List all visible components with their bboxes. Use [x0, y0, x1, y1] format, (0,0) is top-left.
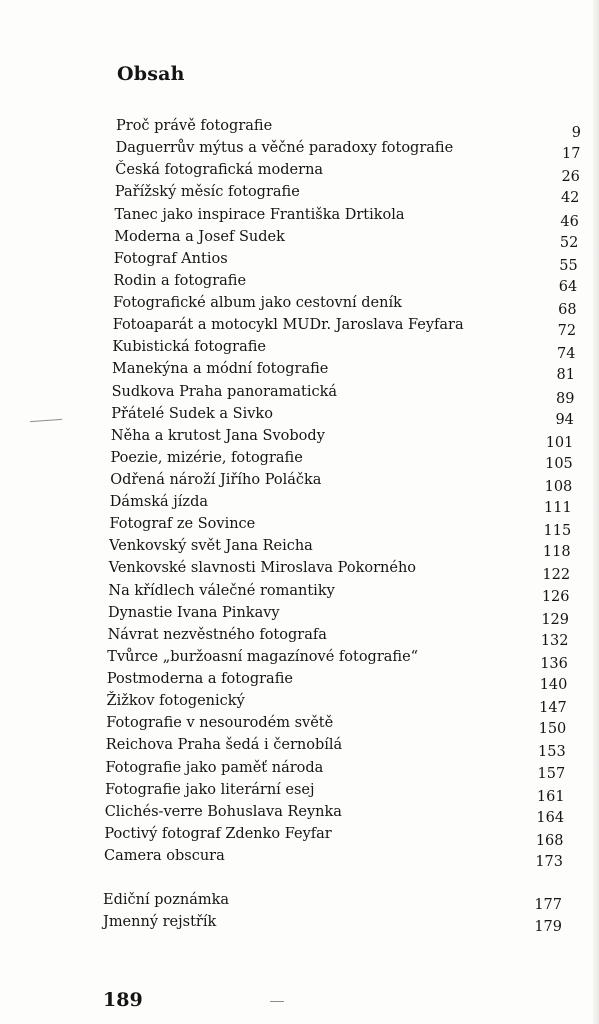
- toc-entry-page: 157: [537, 765, 566, 782]
- toc-entry-page: 161: [536, 788, 565, 805]
- toc-entry-title: Žižkov fotogenický: [106, 693, 245, 710]
- toc-entry: [0, 227, 599, 251]
- toc-entry-page: 89: [556, 390, 575, 407]
- toc-entry-title: Fotoaparát a motocykl MUDr. Jaroslava Feyfara: [112, 317, 464, 334]
- toc-entry: [0, 647, 599, 672]
- toc-entry: [0, 359, 599, 384]
- toc-entry-title: Fotografické album jako cestovní deník: [113, 295, 402, 311]
- toc-entry: [0, 293, 599, 318]
- toc-entry-title: Na křídlech válečné romantiky: [108, 582, 335, 599]
- toc-entry-title: Dámská jízda: [109, 494, 208, 511]
- toc-entry-title: Reichova Praha šedá i černobílá: [105, 737, 343, 754]
- toc-entry-title: Kubistická fotografie: [112, 339, 266, 356]
- toc-entry: [0, 382, 599, 407]
- toc-entry-title: Moderna a Josef Sudek: [114, 228, 285, 245]
- toc-entry-page: 94: [555, 411, 574, 428]
- toc-entry: [0, 160, 599, 186]
- toc-entry-page: 136: [540, 655, 568, 672]
- toc-entry-page: 101: [545, 434, 574, 451]
- toc-entry: [0, 404, 599, 428]
- toc-entry-page: 168: [535, 832, 564, 849]
- toc-entry-title: Sudkova Praha panoramatická: [111, 383, 338, 400]
- toc-entry: [0, 271, 599, 295]
- toc-entry-title: Fotograf ze Sovince: [109, 516, 256, 533]
- toc-entry-title: Fotografie v nesourodém světě: [106, 715, 334, 732]
- toc-entry-page: 105: [545, 455, 573, 472]
- toc-entry: [0, 625, 599, 649]
- toc-entry: [0, 492, 599, 517]
- toc-entry: [0, 603, 599, 628]
- toc-entry-title: Daguerrův mýtus a věčné paradoxy fotografie: [115, 140, 454, 157]
- toc-entry-page: 122: [542, 567, 571, 584]
- toc-entry-title: Postmoderna a fotografie: [106, 671, 293, 687]
- toc-entry: [0, 890, 599, 913]
- toc-entry-page: 68: [558, 302, 577, 318]
- toc-entry: [0, 337, 599, 363]
- toc-entry-title: Fotograf Antios: [113, 250, 228, 267]
- toc-entry-page: 74: [557, 346, 576, 363]
- toc-entry-page: 9: [571, 125, 581, 141]
- toc-entry-page: 108: [544, 478, 573, 495]
- toc-entry-page: 126: [541, 588, 570, 605]
- toc-entry-page: 140: [539, 677, 568, 693]
- toc-entry: [0, 669, 599, 693]
- toc-entry: [0, 912, 599, 935]
- toc-entry: [0, 536, 599, 561]
- toc-entry-title: Rodin a fotografie: [113, 272, 247, 289]
- toc-entry-title: Něha a krutost Jana Svobody: [110, 427, 325, 444]
- toc-entry-title: Fotografie jako paměť národa: [105, 759, 324, 776]
- toc-entry: [0, 249, 599, 274]
- toc-entry: [0, 558, 599, 584]
- toc-entry-page: 17: [562, 146, 581, 163]
- toc-entry-page: 26: [561, 169, 580, 186]
- toc-entry: [0, 116, 599, 141]
- toc-entry-title: Česká fotografická moderna: [115, 162, 324, 179]
- toc-entry-page: 177: [534, 897, 562, 913]
- toc-entry-title: Venkovský svět Jana Reicha: [109, 538, 313, 555]
- toc-entry: [0, 448, 599, 472]
- toc-entry-page: 118: [542, 544, 571, 561]
- toc-entry: [0, 315, 599, 340]
- toc-entry: [0, 514, 599, 540]
- stray-mark: [270, 1001, 284, 1002]
- toc-entry-title: Dynastie Ivana Pinkavy: [108, 604, 280, 621]
- page-number: 189: [103, 989, 143, 1011]
- toc-entry: [0, 581, 599, 605]
- toc-entry-page: 81: [556, 367, 575, 384]
- toc-entry: [0, 780, 599, 805]
- toc-entry-title: Pařížský měsíc fotografie: [114, 184, 300, 201]
- toc-entry-page: 46: [560, 213, 579, 230]
- toc-entry-page: 72: [557, 323, 577, 340]
- toc-entry-title: Venkovské slavnosti Miroslava Pokorného: [108, 560, 417, 577]
- toc-entry-title: Jmenný rejstřík: [103, 914, 217, 930]
- toc-entry-title: Poezie, mizérie, fotografie: [110, 449, 303, 466]
- toc-entry: [0, 824, 599, 849]
- toc-heading: Obsah: [117, 63, 185, 85]
- toc-entry: [0, 691, 599, 717]
- toc-entry-page: 153: [538, 744, 566, 761]
- toc-entry-title: Ediční poznámka: [103, 892, 230, 908]
- toc-entry-title: Odřená nároží Jiřího Poláčka: [110, 471, 322, 488]
- toc-entry-page: 129: [541, 611, 569, 628]
- toc-entry: [0, 735, 599, 761]
- toc-entry-title: Camera obscura: [104, 848, 225, 864]
- toc-entry-page: 147: [539, 700, 567, 717]
- toc-entry-title: Fotografie jako literární esej: [105, 781, 315, 798]
- toc-entry: [0, 205, 599, 230]
- toc-entry-page: 52: [559, 234, 579, 251]
- toc-entry-page: 173: [535, 854, 563, 870]
- toc-entry-title: Clichés-verre Bohuslava Reynka: [104, 803, 342, 820]
- toc-entry-page: 111: [544, 500, 572, 517]
- toc-entry-title: Tvůrce „buržoasní magazínové fotografie“: [107, 648, 419, 665]
- toc-entry-page: 150: [538, 721, 567, 738]
- toc-entry-title: Proč právě fotografie: [116, 118, 273, 134]
- toc-entry: [0, 802, 599, 826]
- toc-entry: [0, 846, 599, 870]
- toc-entry-title: Tanec jako inspirace Františka Drtikola: [114, 206, 405, 223]
- toc-entry-title: Manekýna a módní fotografie: [112, 361, 329, 378]
- toc-entry-title: Přátelé Sudek a Sivko: [111, 405, 273, 422]
- toc-entry: [0, 426, 599, 451]
- toc-entry: [0, 758, 599, 782]
- toc-entry-page: 164: [536, 809, 565, 826]
- toc-entry-page: 64: [558, 278, 578, 295]
- toc-entry: [0, 713, 599, 738]
- toc-entry: [0, 470, 599, 495]
- toc-entry-page: 115: [543, 523, 572, 540]
- toc-entry-title: Návrat nezvěstného fotografa: [107, 626, 327, 643]
- toc-entry: [0, 182, 599, 207]
- toc-entry-page: 55: [559, 257, 578, 274]
- toc-entry-page: 179: [534, 919, 562, 935]
- toc-entry: [0, 138, 599, 163]
- toc-entry-title: Poctivý fotograf Zdenko Feyfar: [104, 825, 332, 842]
- toc-entry-page: 42: [560, 190, 580, 207]
- toc-entry-page: 132: [540, 632, 569, 649]
